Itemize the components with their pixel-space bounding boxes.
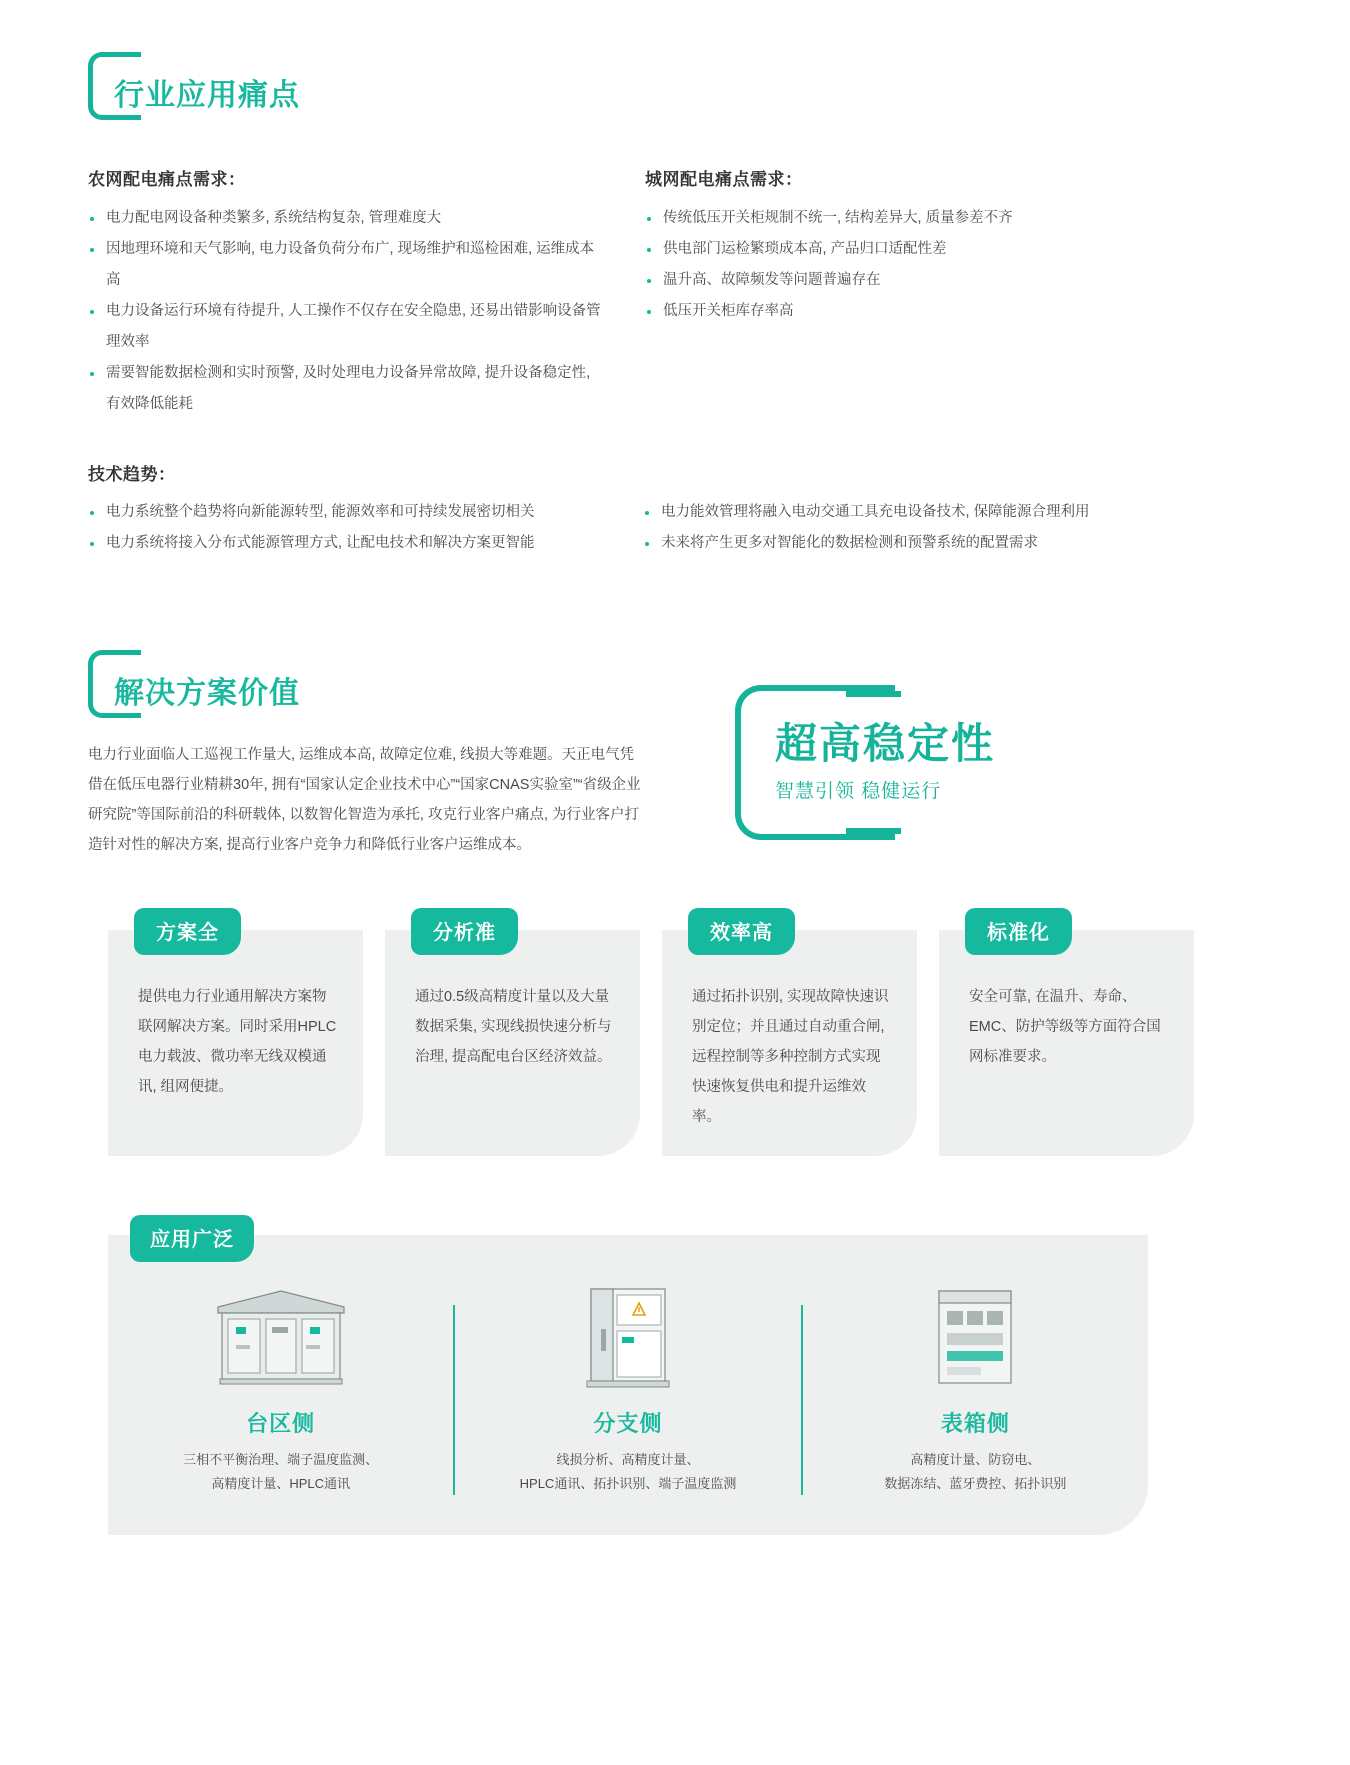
- bracket-decoration-icon: [88, 52, 136, 120]
- meter-box-icon: [817, 1283, 1134, 1391]
- tech-trend-list-left: [88, 497, 643, 559]
- application-desc-line: 线损分析、高精度计量、: [556, 1452, 700, 1467]
- tech-trend-heading: 技术趋势：: [88, 465, 176, 484]
- list-item: 传统低压开关柜规制不统一, 结构差异大, 质量参差不齐: [645, 203, 1165, 234]
- section-title-value: 解决方案价值: [114, 677, 300, 710]
- application-desc: [817, 1448, 1134, 1496]
- list-item: 温升高、故障频发等问题普遍存在: [645, 265, 1165, 296]
- application-columns: [108, 1283, 1148, 1496]
- pain-rural-heading: 农网配电痛点需求：: [88, 170, 246, 189]
- application-desc-line: 高精度计量、防窃电、: [910, 1452, 1041, 1467]
- application-scope-panel: [108, 1229, 1148, 1535]
- value-card: [939, 922, 1194, 1156]
- stability-text-block: [775, 718, 1105, 803]
- section-heading-pain-points: [88, 52, 300, 120]
- application-column-branch: [455, 1283, 800, 1496]
- application-column-substation: [108, 1283, 453, 1496]
- stability-subtitle: 智慧引领 稳健运行: [775, 781, 942, 802]
- application-title: 分支侧: [593, 1411, 663, 1436]
- pain-urban-block: [645, 165, 1165, 327]
- value-card-tag: 标准化: [965, 908, 1072, 955]
- bracket-decoration-icon: [88, 650, 136, 718]
- application-desc-line: 高精度计量、HPLC通讯: [211, 1476, 350, 1491]
- tech-trend-list-right: [643, 497, 1148, 559]
- list-item: 供电部门运检繁琐成本高, 产品归口适配性差: [645, 234, 1165, 265]
- application-desc: [469, 1448, 786, 1496]
- substation-cabinet-icon: [122, 1283, 439, 1391]
- section-title-pain: 行业应用痛点: [114, 79, 300, 112]
- pain-rural-list: [88, 203, 608, 420]
- list-item: 电力系统将接入分布式能源管理方式, 让配电技术和解决方案更智能: [88, 528, 643, 559]
- value-card-tag: 分析准: [411, 908, 518, 955]
- value-card: [662, 922, 917, 1156]
- list-item: 未来将产生更多对智能化的数据检测和预警系统的配置需求: [643, 528, 1148, 559]
- branch-box-icon: [469, 1283, 786, 1391]
- pain-urban-heading: 城网配电痛点需求：: [645, 170, 803, 189]
- application-title: 表箱侧: [940, 1411, 1010, 1436]
- section-heading-solution-value: [88, 650, 300, 718]
- list-item: 电力系统整个趋势将向新能源转型, 能源效率和可持续发展密切相关: [88, 497, 643, 528]
- tech-trend-block: [88, 460, 1148, 559]
- application-tag: 应用广泛: [130, 1215, 254, 1262]
- value-card: [385, 922, 640, 1156]
- list-item: 因地理环境和天气影响, 电力设备负荷分布广, 现场维护和巡检困难, 运维成本高: [88, 234, 608, 296]
- value-card-text: 通过0.5级高精度计量以及大量数据采集, 实现线损快速分析与治理, 提高配电台区经济效益。: [415, 989, 612, 1065]
- application-desc-line: 数据冻结、蓝牙费控、拓扑识别: [884, 1476, 1067, 1491]
- value-card: [108, 922, 363, 1156]
- solution-value-paragraph: 电力行业面临人工巡视工作量大, 运维成本高, 故障定位难, 线损大等难题。天正电气凭借在低压电器行业精耕30年, 拥有“国家认定企业技术中心”“国家CNAS实验室”“省级企业研究院”等国际前沿的科研载体, 以数智化智造为承托, 攻克行业客户痛点, 为行业客户打造针对性的解决方案, 提高行业客户竞争力和降低行业客户运维成本。: [88, 747, 641, 853]
- pain-rural-block: [88, 165, 608, 420]
- application-desc-line: 三相不平衡治理、端子温度监测、: [183, 1452, 379, 1467]
- value-card-tag: 效率高: [688, 908, 795, 955]
- list-item: 电力设备运行环境有待提升, 人工操作不仅存在安全隐患, 还易出错影响设备管理效率: [88, 296, 608, 358]
- application-desc-line: HPLC通讯、拓扑识别、端子温度监测: [519, 1476, 737, 1491]
- value-card-text: 安全可靠, 在温升、寿命、EMC、防护等级等方面符合国网标准要求。: [969, 989, 1161, 1065]
- value-card-tag: 方案全: [134, 908, 241, 955]
- value-cards: [108, 922, 1194, 1156]
- pain-urban-list: [645, 203, 1165, 327]
- list-item: 电力能效管理将融入电动交通工具充电设备技术, 保障能源合理利用: [643, 497, 1148, 528]
- list-item: 电力配电网设备种类繁多, 系统结构复杂, 管理难度大: [88, 203, 608, 234]
- application-column-meter: [803, 1283, 1148, 1496]
- list-item: 低压开关柜库存率高: [645, 296, 1165, 327]
- application-title: 台区侧: [246, 1411, 316, 1436]
- value-card-text: 通过拓扑识别, 实现故障快速识别定位；并且通过自动重合闸, 远程控制等多种控制方式实现快速恢复供电和提升运维效率。: [692, 989, 889, 1125]
- application-desc: [122, 1448, 439, 1496]
- list-item: 需要智能数据检测和实时预警, 及时处理电力设备异常故障, 提升设备稳定性, 有效降低能耗: [88, 358, 608, 420]
- value-card-text: 提供电力行业通用解决方案物联网解决方案。同时采用HPLC电力载波、微功率无线双模通讯, 组网便捷。: [138, 989, 337, 1095]
- stability-title: 超高稳定性: [775, 720, 996, 767]
